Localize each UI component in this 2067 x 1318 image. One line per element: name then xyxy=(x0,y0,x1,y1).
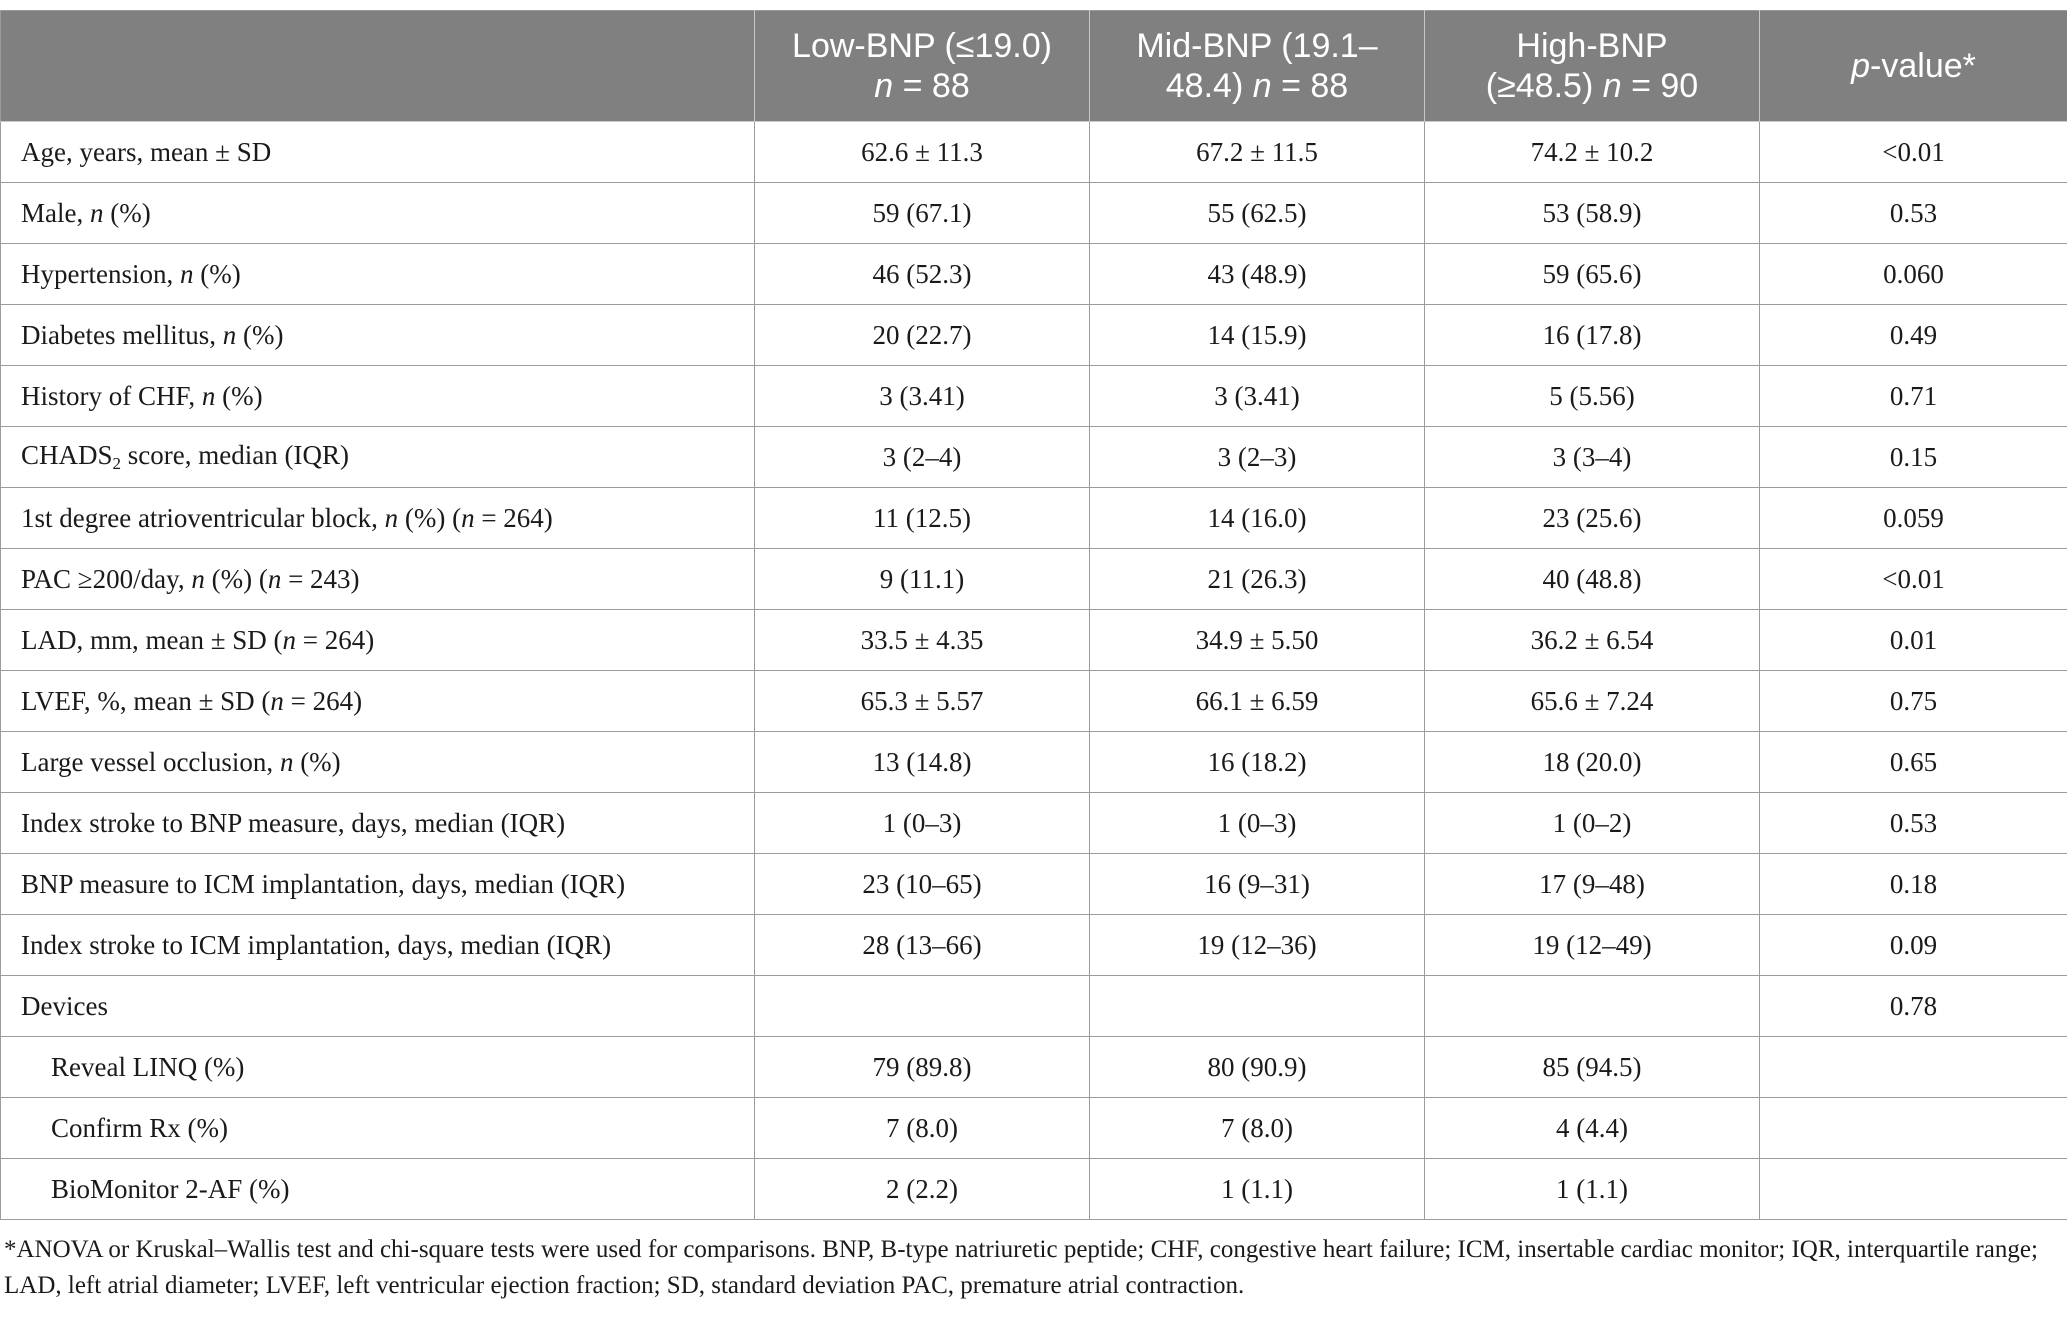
table-row xyxy=(1,244,2067,305)
cell-mid-bnp xyxy=(1090,976,1425,1037)
cell-high-bnp: 1 (1.1) xyxy=(1425,1159,1760,1220)
cell-p-value: 0.09 xyxy=(1760,915,2067,976)
cell-high-bnp: 1 (0–2) xyxy=(1425,793,1760,854)
cell-low-bnp: 2 (2.2) xyxy=(755,1159,1090,1220)
row-label xyxy=(1,854,755,915)
header-high-bnp-count: = 90 xyxy=(1621,67,1699,105)
cell-high-bnp: 4 (4.4) xyxy=(1425,1098,1760,1159)
cell-mid-bnp: 66.1 ± 6.59 xyxy=(1090,671,1425,732)
row-label xyxy=(1,1098,755,1159)
cell-high-bnp: 85 (94.5) xyxy=(1425,1037,1760,1098)
cell-low-bnp: 13 (14.8) xyxy=(755,732,1090,793)
cell-high-bnp: 53 (58.9) xyxy=(1425,183,1760,244)
row-label-part: = 264) xyxy=(283,685,363,716)
header-p-value xyxy=(1760,11,2067,122)
cell-low-bnp: 9 (11.1) xyxy=(755,549,1090,610)
cell-p-value xyxy=(1760,1098,2067,1159)
row-label-part: (%) xyxy=(215,380,263,411)
row-label-part: n xyxy=(384,502,399,533)
cell-low-bnp: 28 (13–66) xyxy=(755,915,1090,976)
cell-mid-bnp: 7 (8.0) xyxy=(1090,1098,1425,1159)
cell-low-bnp: 33.5 ± 4.35 xyxy=(755,610,1090,671)
row-label-part: 2 xyxy=(112,454,122,473)
row-label-part: 1st degree atrioventricular block, xyxy=(21,502,385,533)
cell-mid-bnp: 3 (3.41) xyxy=(1090,366,1425,427)
cell-mid-bnp: 16 (18.2) xyxy=(1090,732,1425,793)
row-label-part: (%) ( xyxy=(398,502,462,533)
cell-mid-bnp: 34.9 ± 5.50 xyxy=(1090,610,1425,671)
row-label-part: Male, xyxy=(21,197,90,228)
cell-low-bnp: 11 (12.5) xyxy=(755,488,1090,549)
row-label-part: n xyxy=(279,746,294,777)
row-label-part: Hypertension, xyxy=(21,258,180,289)
header-low-bnp xyxy=(755,11,1090,122)
cell-p-value: 0.18 xyxy=(1760,854,2067,915)
cell-high-bnp: 19 (12–49) xyxy=(1425,915,1760,976)
table-row xyxy=(1,488,2067,549)
cell-high-bnp: 36.2 ± 6.54 xyxy=(1425,610,1760,671)
header-empty-cell xyxy=(1,11,755,122)
row-label xyxy=(1,1037,755,1098)
row-label-part: BNP measure to ICM implantation, days, median (IQR) xyxy=(21,868,626,899)
row-label-part: LAD, mm, mean ± SD ( xyxy=(21,624,283,655)
cell-high-bnp: 74.2 ± 10.2 xyxy=(1425,122,1760,183)
table-row xyxy=(1,976,2067,1037)
header-high-bnp-line1: High-BNP xyxy=(1516,27,1668,65)
table-row xyxy=(1,610,2067,671)
row-label-part: n xyxy=(282,624,297,655)
row-label xyxy=(1,427,755,488)
table-row xyxy=(1,427,2067,488)
cell-p-value: 0.53 xyxy=(1760,793,2067,854)
cell-low-bnp: 3 (3.41) xyxy=(755,366,1090,427)
cell-high-bnp xyxy=(1425,976,1760,1037)
row-label xyxy=(1,366,755,427)
row-label-part: (%) xyxy=(103,197,151,228)
table-row xyxy=(1,1037,2067,1098)
cell-low-bnp: 65.3 ± 5.57 xyxy=(755,671,1090,732)
header-low-bnp-n: n xyxy=(874,67,894,105)
row-label-part: (%) xyxy=(236,319,284,350)
cell-high-bnp: 16 (17.8) xyxy=(1425,305,1760,366)
table-row xyxy=(1,366,2067,427)
table-row xyxy=(1,183,2067,244)
cell-p-value: 0.059 xyxy=(1760,488,2067,549)
row-label-part: PAC ≥200/day, xyxy=(21,563,192,594)
header-low-bnp-count: = 88 xyxy=(893,67,970,105)
table-row xyxy=(1,793,2067,854)
cell-mid-bnp: 19 (12–36) xyxy=(1090,915,1425,976)
cell-p-value: <0.01 xyxy=(1760,122,2067,183)
cell-low-bnp: 7 (8.0) xyxy=(755,1098,1090,1159)
cell-low-bnp xyxy=(755,976,1090,1037)
row-label-part: n xyxy=(461,502,475,533)
row-label-part: (%) xyxy=(293,746,341,777)
cell-high-bnp: 5 (5.56) xyxy=(1425,366,1760,427)
row-label xyxy=(1,976,755,1037)
header-row xyxy=(1,11,2067,122)
cell-low-bnp: 79 (89.8) xyxy=(755,1037,1090,1098)
row-label xyxy=(1,732,755,793)
header-p-value-rest: -value* xyxy=(1870,47,1976,85)
row-label xyxy=(1,549,755,610)
table-row xyxy=(1,305,2067,366)
table-row xyxy=(1,122,2067,183)
cell-p-value: 0.71 xyxy=(1760,366,2067,427)
row-label xyxy=(1,244,755,305)
row-label-part: CHADS xyxy=(21,440,113,470)
table-row xyxy=(1,854,2067,915)
table-header xyxy=(1,11,2067,122)
header-mid-bnp-line1: Mid-BNP (19.1– xyxy=(1136,27,1378,65)
row-label-part: n xyxy=(201,380,216,411)
header-mid-bnp-count: = 88 xyxy=(1271,67,1349,105)
row-label-part: (%) ( xyxy=(204,563,268,594)
row-label-part: Reveal LINQ (%) xyxy=(51,1051,245,1082)
table-body xyxy=(1,122,2067,1220)
row-label-part: Diabetes mellitus, xyxy=(21,319,223,350)
table-row xyxy=(1,1159,2067,1220)
cell-low-bnp: 3 (2–4) xyxy=(755,427,1090,488)
cell-mid-bnp: 67.2 ± 11.5 xyxy=(1090,122,1425,183)
row-label xyxy=(1,305,755,366)
cell-p-value: <0.01 xyxy=(1760,549,2067,610)
cell-mid-bnp: 14 (16.0) xyxy=(1090,488,1425,549)
cell-high-bnp: 59 (65.6) xyxy=(1425,244,1760,305)
row-label xyxy=(1,183,755,244)
table-row xyxy=(1,915,2067,976)
row-label xyxy=(1,671,755,732)
row-label-part: LVEF, %, mean ± SD ( xyxy=(21,685,271,716)
row-label xyxy=(1,488,755,549)
cell-low-bnp: 59 (67.1) xyxy=(755,183,1090,244)
cell-p-value: 0.060 xyxy=(1760,244,2067,305)
header-p-letter: p xyxy=(1851,47,1871,85)
cell-high-bnp: 23 (25.6) xyxy=(1425,488,1760,549)
row-label-part: Age, years, mean ± SD xyxy=(21,136,272,167)
cell-mid-bnp: 14 (15.9) xyxy=(1090,305,1425,366)
cell-p-value: 0.65 xyxy=(1760,732,2067,793)
cell-p-value: 0.53 xyxy=(1760,183,2067,244)
cell-mid-bnp: 1 (1.1) xyxy=(1090,1159,1425,1220)
cell-mid-bnp: 80 (90.9) xyxy=(1090,1037,1425,1098)
row-label-part: Index stroke to BNP measure, days, median (IQR) xyxy=(21,807,566,838)
row-label-part: = 264) xyxy=(296,624,375,655)
header-high-bnp-n: n xyxy=(1602,67,1622,105)
header-low-bnp-line1: Low-BNP (≤19.0) xyxy=(792,27,1052,65)
row-label-part: n xyxy=(267,563,282,594)
cell-p-value: 0.01 xyxy=(1760,610,2067,671)
row-label-part: n xyxy=(222,319,237,350)
header-high-bnp xyxy=(1425,11,1760,122)
row-label-part: Confirm Rx (%) xyxy=(51,1112,228,1143)
cell-mid-bnp: 16 (9–31) xyxy=(1090,854,1425,915)
cell-high-bnp: 65.6 ± 7.24 xyxy=(1425,671,1760,732)
cell-low-bnp: 20 (22.7) xyxy=(755,305,1090,366)
header-high-bnp-line2-pre: (≥48.5) xyxy=(1485,67,1603,105)
cell-p-value: 0.75 xyxy=(1760,671,2067,732)
cell-mid-bnp: 3 (2–3) xyxy=(1090,427,1425,488)
cell-mid-bnp: 1 (0–3) xyxy=(1090,793,1425,854)
header-mid-bnp-n: n xyxy=(1252,67,1272,105)
table-row xyxy=(1,1098,2067,1159)
cell-p-value: 0.78 xyxy=(1760,976,2067,1037)
row-label xyxy=(1,793,755,854)
row-label-part: BioMonitor 2-AF (%) xyxy=(51,1173,290,1204)
table-row xyxy=(1,549,2067,610)
table-footnote: *ANOVA or Kruskal–Wallis test and chi-square tests were used for comparisons. BNP, B-type natriuretic peptide; CHF, congestive heart failure; ICM, insertable cardiac monitor; IQR, interquartile range; LAD, left atrial diameter; LVEF, left ventricular ejection fraction; SD, standard deviation PAC, premature atrial contraction. xyxy=(4,1236,2038,1299)
cell-high-bnp: 3 (3–4) xyxy=(1425,427,1760,488)
cell-mid-bnp: 43 (48.9) xyxy=(1090,244,1425,305)
cell-high-bnp: 17 (9–48) xyxy=(1425,854,1760,915)
row-label-part: n xyxy=(89,197,104,228)
cell-p-value: 0.49 xyxy=(1760,305,2067,366)
document-page xyxy=(0,10,2067,1304)
row-label-part: Devices xyxy=(21,990,108,1021)
cell-p-value: 0.15 xyxy=(1760,427,2067,488)
header-mid-bnp xyxy=(1090,11,1425,122)
cell-mid-bnp: 21 (26.3) xyxy=(1090,549,1425,610)
cell-low-bnp: 46 (52.3) xyxy=(755,244,1090,305)
row-label xyxy=(1,610,755,671)
cell-p-value xyxy=(1760,1159,2067,1220)
row-label xyxy=(1,122,755,183)
row-label-part: = 264) xyxy=(474,502,553,533)
cell-low-bnp: 23 (10–65) xyxy=(755,854,1090,915)
baseline-characteristics-table xyxy=(0,10,2067,1220)
row-label-part: (%) xyxy=(193,258,241,289)
row-label-part: n xyxy=(179,258,194,289)
row-label xyxy=(1,1159,755,1220)
cell-low-bnp: 62.6 ± 11.3 xyxy=(755,122,1090,183)
row-label-part: n xyxy=(270,685,284,716)
cell-high-bnp: 18 (20.0) xyxy=(1425,732,1760,793)
row-label-part: n xyxy=(191,563,205,594)
table-row xyxy=(1,732,2067,793)
cell-p-value xyxy=(1760,1037,2067,1098)
header-mid-bnp-line2-pre: 48.4) xyxy=(1165,67,1253,105)
row-label-part: History of CHF, xyxy=(21,380,202,411)
row-label-part: = 243) xyxy=(281,563,360,594)
row-label-part: score, median (IQR) xyxy=(121,440,349,470)
row-label xyxy=(1,915,755,976)
cell-mid-bnp: 55 (62.5) xyxy=(1090,183,1425,244)
row-label-part: Large vessel occlusion, xyxy=(21,746,280,777)
cell-low-bnp: 1 (0–3) xyxy=(755,793,1090,854)
cell-high-bnp: 40 (48.8) xyxy=(1425,549,1760,610)
table-row xyxy=(1,671,2067,732)
row-label-part: Index stroke to ICM implantation, days, median (IQR) xyxy=(21,929,612,960)
